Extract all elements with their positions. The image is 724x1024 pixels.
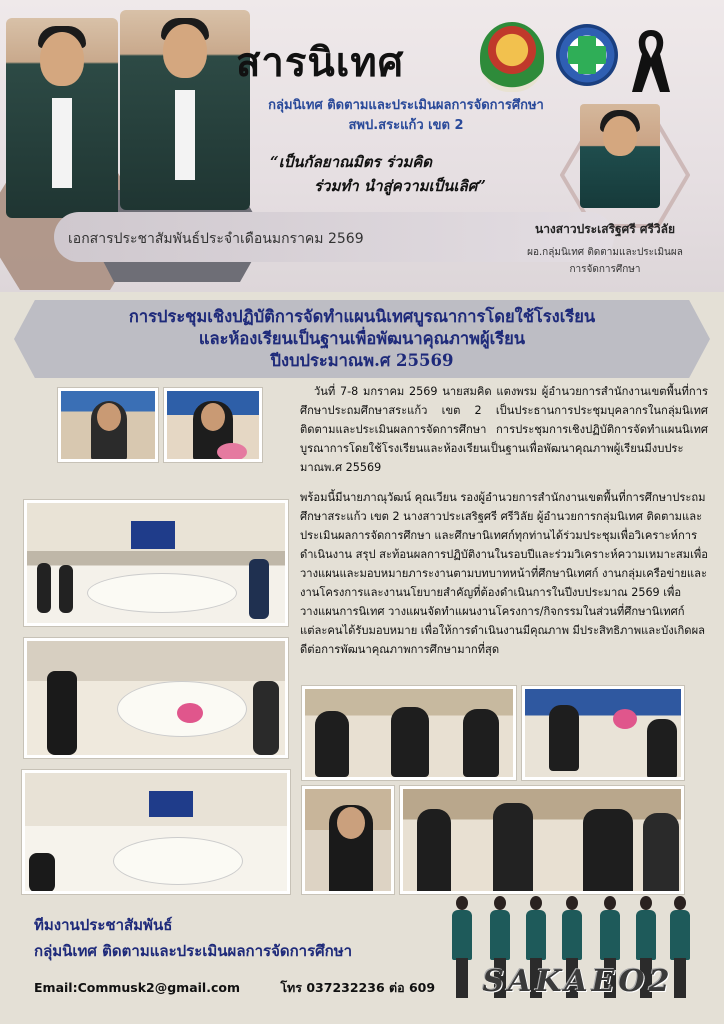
photo-meeting-room-2 (24, 638, 288, 758)
headline-line-1: การประชุมเชิงปฏิบัติการจัดทำแผนนิเทศบูรณาการโดยใช้โรงเรียน (128, 307, 596, 326)
article-paragraph-1: วันที่ 7-8 มกราคม 2569 นายสมคิด แตงพรม ผู้อำนวยการสำนักงานเขตพื้นที่การศึกษาประถมศึกษาสระแก้ว เขต 2 เป็นประธานการประชุมบุคลากรในกลุ่มนิเทศ ติดตามและประเมินผลการจัดการศึกษา การประชุมการเชิงปฏิบัติการจัดทำแผนนิเทศบูรณาการโดยใช้โรงเรียนและห้องเรียนเป็นฐานเพื่อพัฒนาคุณภาพผู้เรียนมีงบประมาณพ.ศ 25569 (300, 385, 708, 474)
headline (40, 306, 684, 372)
footer-team-line-1: ทีมงานประชาสัมพันธ์ (34, 916, 173, 934)
director-title-1: ผอ.กลุ่มนิเทศ ติดตามและประเมินผล (527, 247, 683, 258)
director-title-2: การจัดการศึกษา (569, 264, 641, 275)
footer-email: Email:Commusk2@gmail.com (34, 980, 240, 995)
footer-team-line-2: กลุ่มนิเทศ ติดตามและประเมินผลการจัดการศึกษา (34, 942, 353, 960)
photo-participants-2 (522, 686, 684, 780)
headline-line-2: และห้องเรียนเป็นฐานเพื่อพัฒนาคุณภาพผู้เรียน (198, 329, 526, 348)
newsletter-subtitle (236, 96, 576, 136)
photo-participants-3 (400, 786, 684, 894)
photo-participant-closeup (302, 786, 394, 894)
newsletter-title: สารนิเทศ (236, 40, 405, 86)
staff-figure (448, 896, 476, 1000)
header (0, 0, 724, 292)
photo-meeting-room-1 (24, 500, 288, 626)
photo-officer-1 (6, 18, 118, 218)
doc-label: เอกสารประชาสัมพันธ์ประจำเดือนมกราคม 2569 (68, 231, 364, 247)
photo-deputy (164, 388, 262, 462)
director-caption (510, 220, 700, 277)
photo-officer-2 (120, 10, 250, 210)
motto (270, 150, 570, 198)
headline-line-3: ปีงบประมาณพ.ศ 25569 (270, 351, 454, 370)
footer-contact (34, 978, 435, 998)
subtitle-line-2: สพป.สระแก้ว เขต 2 (348, 118, 464, 133)
photo-director (580, 104, 660, 208)
photo-chairman (58, 388, 158, 462)
footer-phone: โทร 037232236 ต่อ 609 (280, 980, 436, 995)
mourning-ribbon-icon (628, 26, 674, 96)
motto-line-1: “เป็นกัลยาณมิตร ร่วมคิด (270, 153, 432, 171)
photo-participants-1 (302, 686, 516, 780)
motto-line-2: ร่วมทำ นำสู่ความเป็นเลิศ” (314, 177, 486, 195)
photo-meeting-room-3 (22, 770, 290, 894)
director-name: นางสาวประเสริฐศรี ศรีวิลัย (534, 222, 676, 236)
subtitle-line-1: กลุ่มนิเทศ ติดตามและประเมินผลการจัดการศึกษา (268, 98, 544, 113)
footer-team (34, 912, 352, 964)
office-logo (556, 24, 618, 86)
obec-seal-logo (480, 22, 544, 92)
brand-wordmark: SAKAEO2 (482, 964, 674, 999)
article-paragraph-2: พร้อมนี้มีนายภาณุวัฒน์ คุณเวียน รองผู้อำนวยการสำนักงานเขตพื้นที่การศึกษาประถมศึกษาสระแก้ว เขต 2 นางสาวประเสริฐศรี ศรีวิลัย ผู้อำนวยการกลุ่มนิเทศ ติดตามและประเมินผลการจัดการศึกษา และศึกษานิเทศก์ทุกท่านได้ร่วมประชุมเพื่อวิเคราะห์การดำเนินงาน สรุป สะท้อนผลการปฏิบัติงานในรอบปีและร่วมวิเคราะห์ความเหมาะสมเพื่อวางแผนและมอบหมายภาระงานตามบทบาทหน้าที่ศึกษานิเทศก์ งานกลุ่มเครือข่ายและงานโครงการและงานนโยบายสำคัญที่ต้องดำเนินการในปีงบประมาณ 2569 เพื่อวางแผนการนิเทศ วางแผนจัดทำแผนงานโครงการ/กิจกรรมในส่วนที่ศึกษานิเทศก์แต่ละคนได้รับมอบหมาย เพื่อให้การดำเนินงานมีคุณภาพ มีประสิทธิภาพและบังเกิดผลดีต่อการพัฒนาคุณภาพการศึกษามากที่สุด (300, 491, 708, 656)
